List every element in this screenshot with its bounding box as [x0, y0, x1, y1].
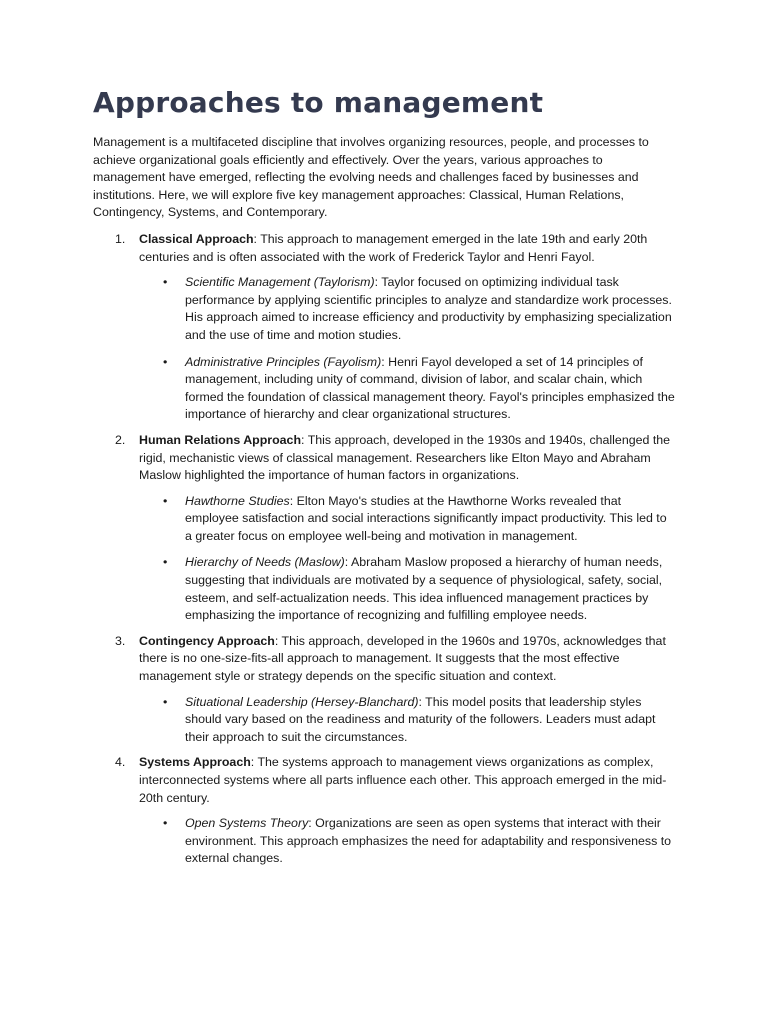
approach-text: : This approach, developed in the 1930s and 1940s, challenged the rigid, mechanistic views of classical management. Researchers like Elton Mayo and Abraham Maslow highlighted the importance of human factors in organizations. — [139, 432, 671, 483]
bullet-icon: • — [163, 493, 168, 508]
approach-name: Contingency Approach — [139, 633, 275, 648]
page-title: Approaches to management — [93, 86, 544, 119]
approach-text: : This approach to management emerged in the late 19th and early 20th centuries and is often associated with the work of Frederick Taylor and Henri Fayol. — [139, 231, 648, 264]
sub-list — [139, 815, 675, 868]
sub-item-name: Administrative Principles (Fayolism) — [185, 354, 382, 369]
document-page — [93, 84, 675, 876]
approach-description — [139, 633, 675, 686]
bullet-icon: • — [163, 694, 168, 709]
sub-item-administrative-principles — [139, 354, 675, 424]
approach-name: Classical Approach — [139, 231, 254, 246]
sub-list — [139, 274, 675, 424]
sub-item-name: Situational Leadership (Hersey-Blanchard) — [185, 694, 419, 709]
approach-name: Human Relations Approach — [139, 432, 302, 447]
sub-item-name: Open Systems Theory — [185, 816, 309, 831]
sub-item-name: Scientific Management (Taylorism) — [185, 275, 375, 290]
list-item-contingency-approach — [93, 633, 675, 747]
approach-description — [139, 754, 675, 807]
intro-paragraph: Management is a multifaceted discipline that involves organizing resources, people, and processes to achieve organizational goals efficiently and effectively. Over the years, various approaches to management have emerged, reflecting the evolving needs and challenges faced by businesses and institutions. Here, we will explore five key management approaches: Classical, Human Relations, Contingency, Systems, and Contemporary. — [93, 135, 649, 220]
sub-item-text: : Elton Mayo's studies at the Hawthorne Works revealed that employee satisfaction and social interactions significantly impact productivity. This led to a greater focus on employee well-being and motivation in management. — [185, 493, 667, 543]
bullet-icon: • — [163, 555, 168, 570]
list-item-human-relations-approach — [93, 432, 675, 625]
sub-item-text: : Henri Fayol developed a set of 14 principles of management, including unity of command, division of labor, and scalar chain, which formed the foundation of classical management theory. Fayol's principles emphasized the importance of hierarchy and clear organizational structures. — [185, 354, 675, 422]
approach-description — [139, 432, 675, 485]
list-number: 1. — [115, 231, 126, 246]
sub-list — [139, 694, 675, 747]
sub-item-text: : Organizations are seen as open systems that interact with their environment. This approach emphasizes the need for adaptability and responsiveness to external changes. — [185, 816, 672, 866]
approach-text: : This approach, developed in the 1960s and 1970s, acknowledges that there is no one-size-fits-all approach to management. It suggests that the most effective management style or strategy depends on the specific situation and context. — [139, 633, 666, 684]
bullet-icon: • — [163, 354, 168, 369]
list-number: 4. — [115, 755, 126, 770]
list-number: 3. — [115, 633, 126, 648]
approaches-list — [93, 231, 675, 868]
approach-text: : The systems approach to management views organizations as complex, interconnected systems where all parts influence each other. This approach emerged in the mid-20th century. — [139, 755, 667, 805]
list-item-systems-approach — [93, 754, 675, 868]
bullet-icon: • — [163, 275, 168, 290]
list-number: 2. — [115, 432, 126, 447]
sub-item-text: : This model posits that leadership styles should vary based on the readiness and maturity of the followers. Leaders must adapt their approach to suit the circumstances. — [185, 694, 656, 744]
sub-item-open-systems-theory — [139, 815, 675, 868]
sub-item-text: : Abraham Maslow proposed a hierarchy of human needs, suggesting that individuals are motivated by a sequence of physiological, safety, social, esteem, and self-actualization needs. This idea influenced management practices by emphasizing the importance of recognizing and fulfilling employee needs. — [185, 555, 663, 623]
sub-item-name: Hierarchy of Needs (Maslow) — [185, 555, 345, 570]
sub-item-hawthorne-studies — [139, 493, 675, 546]
sub-item-text: : Taylor focused on optimizing individual task performance by applying scientific principles to analyze and standardize work processes. His approach aimed to increase efficiency and productivity by emphasizing specialization and the use of time and motion studies. — [185, 275, 672, 342]
approach-description — [139, 231, 675, 266]
sub-item-hierarchy-of-needs — [139, 554, 675, 624]
sub-item-situational-leadership — [139, 694, 675, 747]
bullet-icon: • — [163, 816, 168, 831]
sub-item-name: Hawthorne Studies — [185, 493, 290, 508]
sub-list — [139, 493, 675, 625]
sub-item-scientific-management — [139, 274, 675, 344]
list-item-classical-approach — [93, 231, 675, 424]
approach-name: Systems Approach — [139, 755, 251, 770]
